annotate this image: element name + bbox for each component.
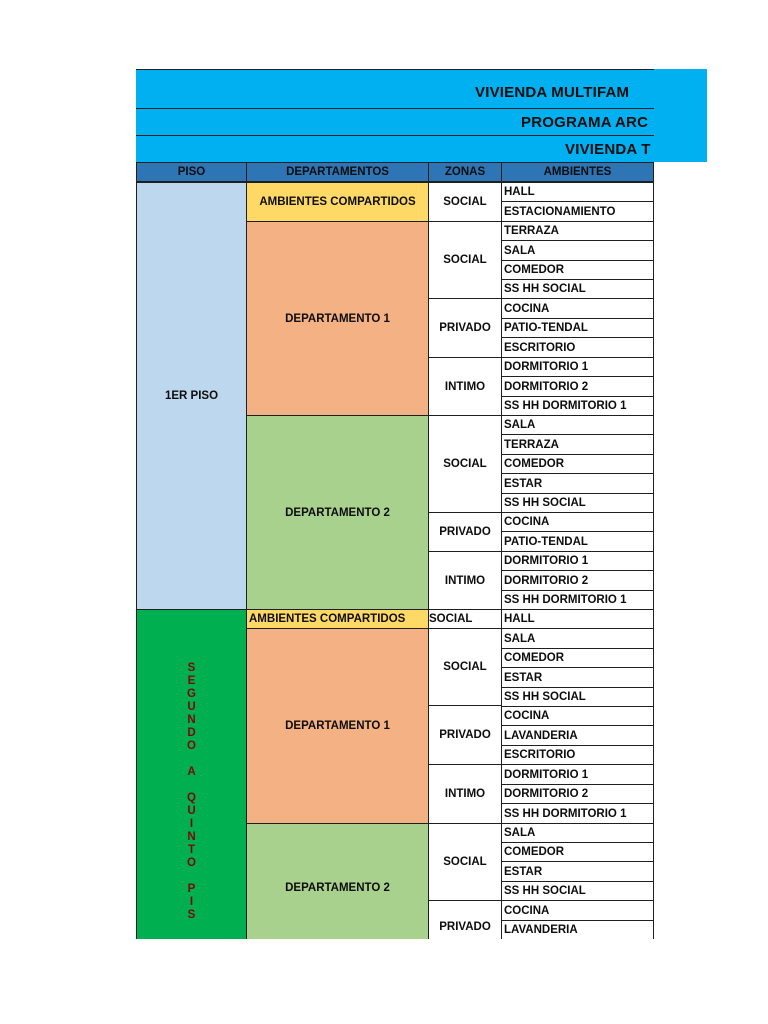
title-band-extension	[654, 69, 707, 162]
zone-cell	[428, 357, 502, 416]
floor-second-cell	[136, 609, 247, 939]
ambiente-cell: ESTAR	[501, 861, 654, 882]
ambiente-cell: SALA	[501, 240, 654, 261]
floor-second-letter: T	[187, 844, 196, 856]
zone-label: SOCIAL	[429, 613, 473, 625]
floor-second-letter: Q	[187, 792, 196, 804]
ambiente-cell: DORMITORIO 2	[501, 784, 654, 804]
ambiente-cell: ESCRITORIO	[501, 337, 654, 358]
floor-second-letter: E	[187, 675, 196, 687]
zone-cell	[428, 628, 502, 706]
ambiente-cell: ESTACIONAMIENTO	[501, 201, 654, 222]
zone-label: PRIVADO	[439, 729, 491, 741]
floor-second-letter: O	[187, 857, 196, 869]
header-departamentos: DEPARTAMENTOS	[246, 162, 429, 182]
zone-cell	[428, 221, 502, 299]
zone-cell	[428, 182, 502, 222]
zone-label: SOCIAL	[443, 458, 487, 470]
zone-label: INTIMO	[444, 574, 486, 587]
ambiente-cell: COMEDOR	[501, 648, 654, 668]
ambiente-cell: DORMITORIO 2	[501, 376, 654, 397]
dept2-label: DEPARTAMENTO 2	[285, 882, 390, 894]
title-row-1	[136, 69, 654, 108]
ambiente-cell: COCINA	[501, 706, 654, 726]
dept2-cell-2	[246, 823, 429, 939]
dept1-cell-2	[246, 628, 429, 824]
floor-first-cell	[136, 182, 247, 610]
zone-label: PRIVADO	[439, 322, 491, 334]
ambiente-cell: COCINA	[501, 512, 654, 532]
ambiente-cell: SS HH DORMITORIO 1	[501, 590, 654, 610]
program-table	[136, 69, 654, 939]
zone-label: INTIMO	[444, 788, 486, 800]
floor-second-letter: P	[187, 883, 196, 895]
ambiente-cell: SS HH DORMITORIO 1	[501, 803, 654, 824]
ambiente-cell: HALL	[501, 182, 654, 202]
dept-shared-cell-1	[246, 182, 429, 222]
ambiente-cell: SS HH DORMITORIO 1	[501, 396, 654, 416]
zone-label: PRIVADO	[439, 920, 491, 933]
floor-second-letter: D	[187, 727, 196, 739]
ambiente-cell: DORMITORIO 2	[501, 570, 654, 591]
floor-second-letter: U	[187, 805, 196, 817]
header-zonas: ZONAS	[428, 162, 502, 182]
ambiente-cell: ESCRITORIO	[501, 745, 654, 765]
dept-shared-label: AMBIENTES COMPARTIDOS	[249, 613, 406, 625]
floor-second-letter: U	[187, 701, 196, 713]
zone-label: SOCIAL	[443, 196, 487, 208]
ambiente-cell: TERRAZA	[501, 221, 654, 241]
ambiente-cell: DORMITORIO 1	[501, 357, 654, 377]
ambiente-cell: DORMITORIO 1	[501, 764, 654, 785]
zone-cell	[428, 551, 502, 610]
title-line-2: PROGRAMA ARC	[521, 113, 649, 131]
ambiente-cell: COCINA	[501, 900, 654, 921]
zone-label: SOCIAL	[443, 661, 487, 673]
floor-second-letter: I	[189, 896, 194, 908]
title-row-3	[136, 135, 654, 162]
dept-shared-label: AMBIENTES COMPARTIDOS	[259, 196, 416, 208]
zone-cell	[428, 900, 502, 939]
ambiente-cell: TERRAZA	[501, 434, 654, 455]
zone-cell	[428, 823, 502, 901]
ambiente-cell: COMEDOR	[501, 454, 654, 474]
dept2-label: DEPARTAMENTO 2	[285, 506, 390, 519]
floor-second-letter: S	[187, 662, 196, 674]
ambiente-cell: SALA	[501, 415, 654, 435]
zone-label: SOCIAL	[443, 856, 487, 868]
dept-shared-cell-2	[246, 609, 429, 629]
ambiente-cell: SALA	[501, 823, 654, 843]
zone-cell	[428, 512, 502, 552]
ambiente-cell: LAVANDERIA	[501, 920, 654, 939]
ambiente-cell: SS HH SOCIAL	[501, 279, 654, 299]
ambiente-cell: SALA	[501, 628, 654, 649]
dept2-cell-1	[246, 415, 429, 610]
zone-cell	[428, 415, 502, 513]
dept1-cell-1	[246, 221, 429, 416]
zone-label: SOCIAL	[443, 254, 487, 266]
dept1-label: DEPARTAMENTO 1	[285, 312, 390, 325]
ambiente-cell: COMEDOR	[501, 260, 654, 280]
floor-second-letter: N	[187, 714, 196, 726]
floor-second-letter: A	[187, 766, 196, 778]
title-row-2	[136, 108, 654, 135]
ambiente-cell: SS HH SOCIAL	[501, 493, 654, 513]
ambiente-cell: DORMITORIO 1	[501, 551, 654, 571]
floor-first-label: 1ER PISO	[164, 390, 219, 402]
header-ambientes: AMBIENTES	[501, 162, 654, 182]
zone-label: INTIMO	[444, 380, 486, 393]
zone-label: PRIVADO	[439, 526, 491, 538]
zone-cell	[428, 764, 502, 824]
floor-second-letter: N	[187, 831, 196, 843]
floor-second-letter: S	[187, 909, 196, 921]
floor-second-letter: O	[187, 740, 196, 752]
header-piso: PISO	[136, 162, 247, 182]
zone-cell	[428, 609, 502, 629]
floor-second-letter: G	[187, 688, 196, 700]
floor-second-letter: I	[189, 818, 194, 830]
title-line-3: VIVIENDA T	[565, 140, 651, 158]
title-line-1: VIVIENDA MULTIFAM	[475, 83, 630, 101]
ambiente-cell: SS HH SOCIAL	[501, 687, 654, 707]
ambiente-cell: COMEDOR	[501, 842, 654, 862]
ambiente-cell: HALL	[501, 609, 654, 629]
ambiente-cell: ESTAR	[501, 667, 654, 688]
ambiente-cell: PATIO-TENDAL	[501, 318, 654, 338]
zone-cell	[428, 705, 502, 765]
ambiente-cell: PATIO-TENDAL	[501, 531, 654, 552]
ambiente-cell: ESTAR	[501, 473, 654, 494]
dept1-label: DEPARTAMENTO 1	[285, 720, 390, 732]
ambiente-cell: LAVANDERIA	[501, 725, 654, 746]
ambiente-cell: COCINA	[501, 298, 654, 319]
ambiente-cell: SS HH SOCIAL	[501, 881, 654, 901]
zone-cell	[428, 298, 502, 358]
